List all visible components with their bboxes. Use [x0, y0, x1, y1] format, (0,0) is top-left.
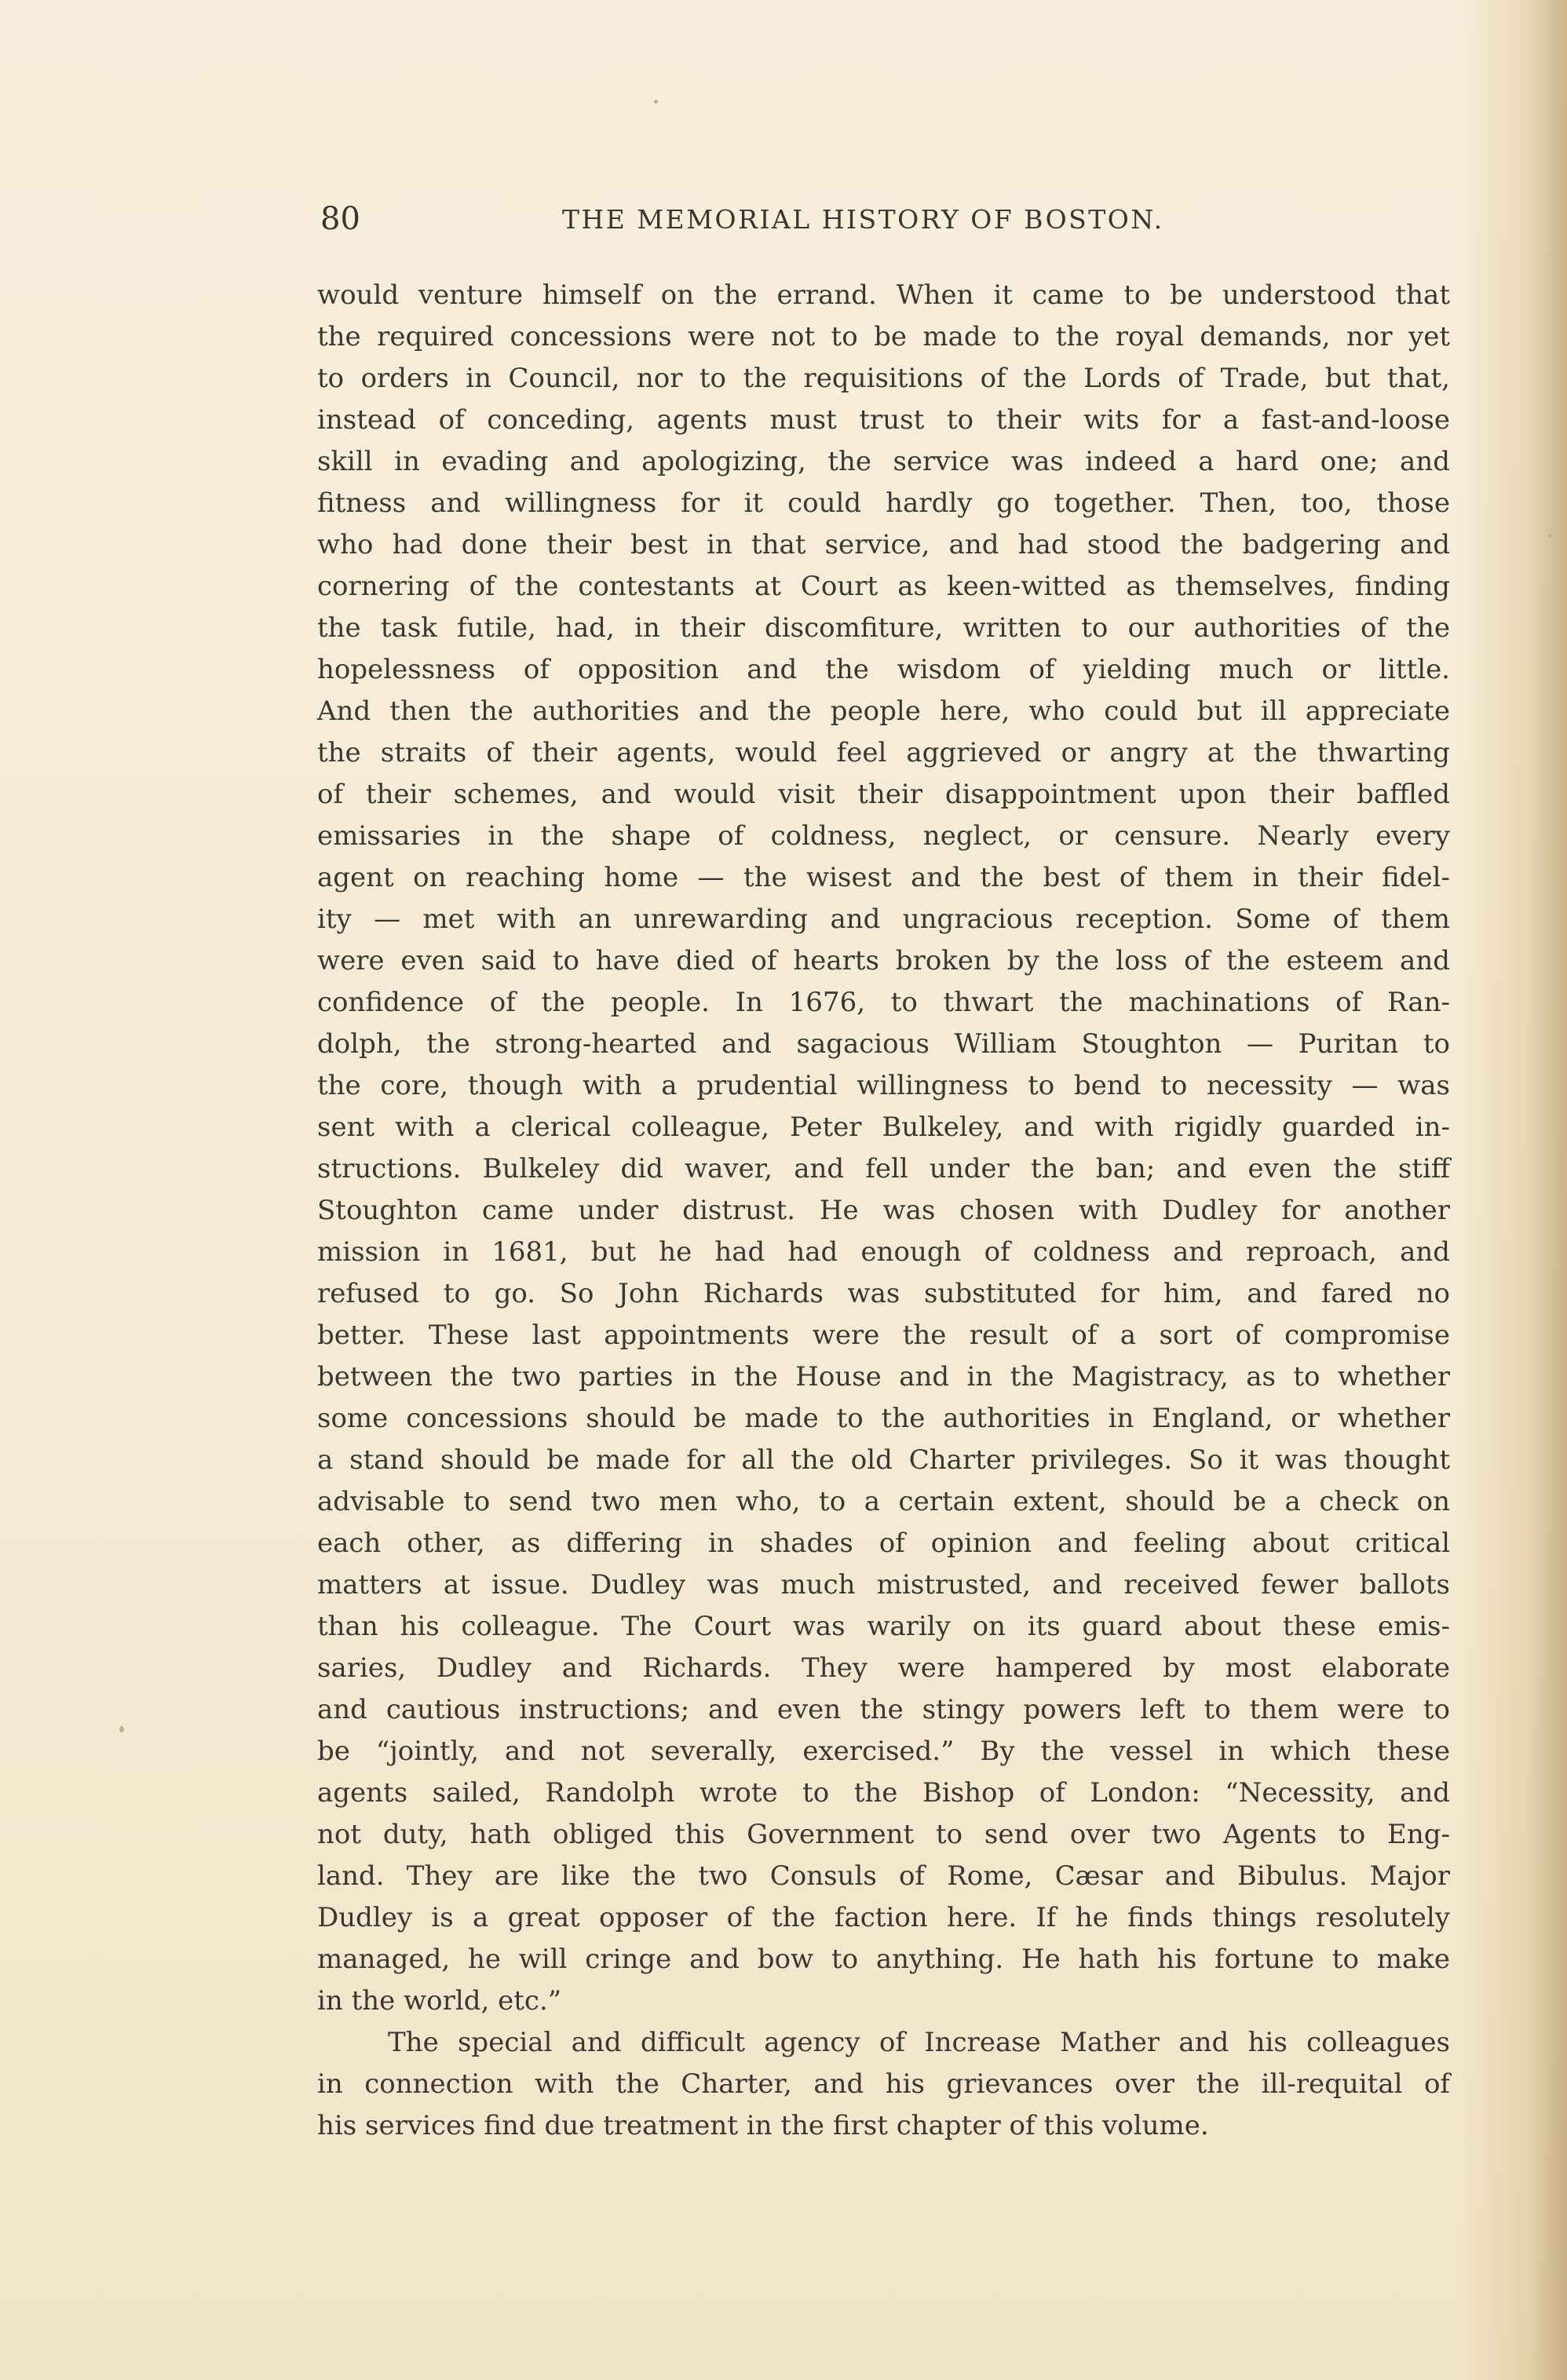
text-line: between the two parties in the House and in the Magistracy, as to whether — [317, 1361, 1450, 1393]
text-line: dolph, the strong-hearted and sagacious William Stoughton — Puritan to — [317, 1028, 1450, 1060]
specks — [119, 1726, 124, 1732]
text-line: instead of conceding, agents must trust to their wits for a fast-and-loose — [317, 404, 1450, 436]
text-line: each other, as differing in shades of opinion and feeling about critical — [317, 1528, 1450, 1559]
text-line: matters at issue. Dudley was much mistrusted, and received fewer ballots — [317, 1569, 1450, 1601]
text-line: refused to go. So John Richards was substituted for him, and fared no — [317, 1278, 1450, 1309]
text-line: structions. Bulkeley did waver, and fell under the ban; and even the stiff — [317, 1153, 1450, 1185]
text-line: of their schemes, and would visit their disappointment upon their baffled — [317, 779, 1450, 810]
paragraph — [317, 2022, 1450, 2147]
text-line: in the world, etc.” — [317, 1985, 562, 2017]
text-line: mission in 1681, but he had had enough of coldness and reproach, and — [317, 1236, 1450, 1268]
text-line: hopelessness of opposition and the wisdom of yielding much or little. — [317, 654, 1450, 685]
text-line: than his colleague. The Court was warily on its guard about these emis- — [317, 1611, 1450, 1642]
text-line: Stoughton came under distrust. He was chosen with Dudley for another — [317, 1195, 1450, 1226]
text-line: skill in evading and apologizing, the service was indeed a hard one; and — [317, 446, 1450, 477]
text-line: better. These last appointments were the result of a sort of compromise — [317, 1320, 1450, 1351]
text-line: agent on reaching home — the wisest and the best of them in their fidel- — [317, 862, 1450, 893]
text-line: the core, though with a prudential willingness to bend to necessity — was — [317, 1070, 1450, 1101]
text-line: ity — met with an unrewarding and ungracious reception. Some of them — [317, 903, 1450, 935]
text-line: emissaries in the shape of coldness, neglect, or censure. Nearly every — [317, 820, 1450, 852]
body-text — [317, 275, 1450, 2147]
text-line: his services find due treatment in the first chapter of this volume. — [317, 2110, 1209, 2141]
text-line: confidence of the people. In 1676, to thwart the machinations of Ran- — [317, 987, 1450, 1018]
text-line: a stand should be made for all the old Charter privileges. So it was thought — [317, 1444, 1450, 1476]
text-line: agents sailed, Randolph wrote to the Bishop of London: “Necessity, and — [317, 1777, 1450, 1809]
text-line: And then the authorities and the people here, who could but ill appreciate — [317, 695, 1450, 727]
text-line: advisable to send two men who, to a certain extent, should be a check on — [317, 1486, 1450, 1517]
page-number: 80 — [320, 201, 360, 237]
running-title: THE MEMORIAL HISTORY OF BOSTON. — [562, 204, 1164, 235]
text-line: not duty, hath obliged this Government to send over two Agents to Eng- — [317, 1819, 1450, 1850]
text-line: the straits of their agents, would feel aggrieved or angry at the thwarting — [317, 737, 1450, 768]
text-line: be “jointly, and not severally, exercised.” By the vessel in which these — [317, 1736, 1450, 1767]
text-line: in connection with the Charter, and his grievances over the ill-requital of — [317, 2068, 1450, 2100]
text-line: who had done their best in that service, and had stood the badgering and — [317, 529, 1450, 560]
text-line: cornering of the contestants at Court as keen-witted as themselves, finding — [317, 571, 1450, 602]
text-line: Dudley is a great opposer of the faction here. If he finds things resolutely — [317, 1902, 1450, 1933]
text-line: to orders in Council, nor to the requisitions of the Lords of Trade, but that, — [317, 363, 1450, 394]
text-line: the task futile, had, in their discomfiture, written to our authorities of the — [317, 612, 1450, 644]
specks — [654, 100, 658, 104]
text-line: were even said to have died of hearts broken by the loss of the esteem and — [317, 945, 1450, 976]
text-line: some concessions should be made to the authorities in England, or whether — [317, 1403, 1450, 1434]
text-line: The special and difficult agency of Increase Mather and his colleagues — [388, 2027, 1450, 2058]
text-line: and cautious instructions; and even the stingy powers left to them were to — [317, 1694, 1450, 1725]
text-line: sent with a clerical colleague, Peter Bulkeley, and with rigidly guarded in- — [317, 1112, 1450, 1143]
text-line: managed, he will cringe and bow to anything. He hath his fortune to make — [317, 1944, 1450, 1975]
text-line: saries, Dudley and Richards. They were hampered by most elaborate — [317, 1652, 1450, 1684]
paragraph — [317, 275, 1450, 2022]
text-line: would venture himself on the errand. When it came to be understood that — [317, 279, 1450, 311]
running-head — [317, 199, 1228, 239]
text-line: fitness and willingness for it could hardly go together. Then, too, those — [317, 487, 1450, 519]
text-line: the required concessions were not to be made to the royal demands, nor yet — [317, 321, 1450, 352]
text-line: land. They are like the two Consuls of Rome, Cæsar and Bibulus. Major — [317, 1860, 1450, 1892]
specks — [1548, 534, 1552, 538]
